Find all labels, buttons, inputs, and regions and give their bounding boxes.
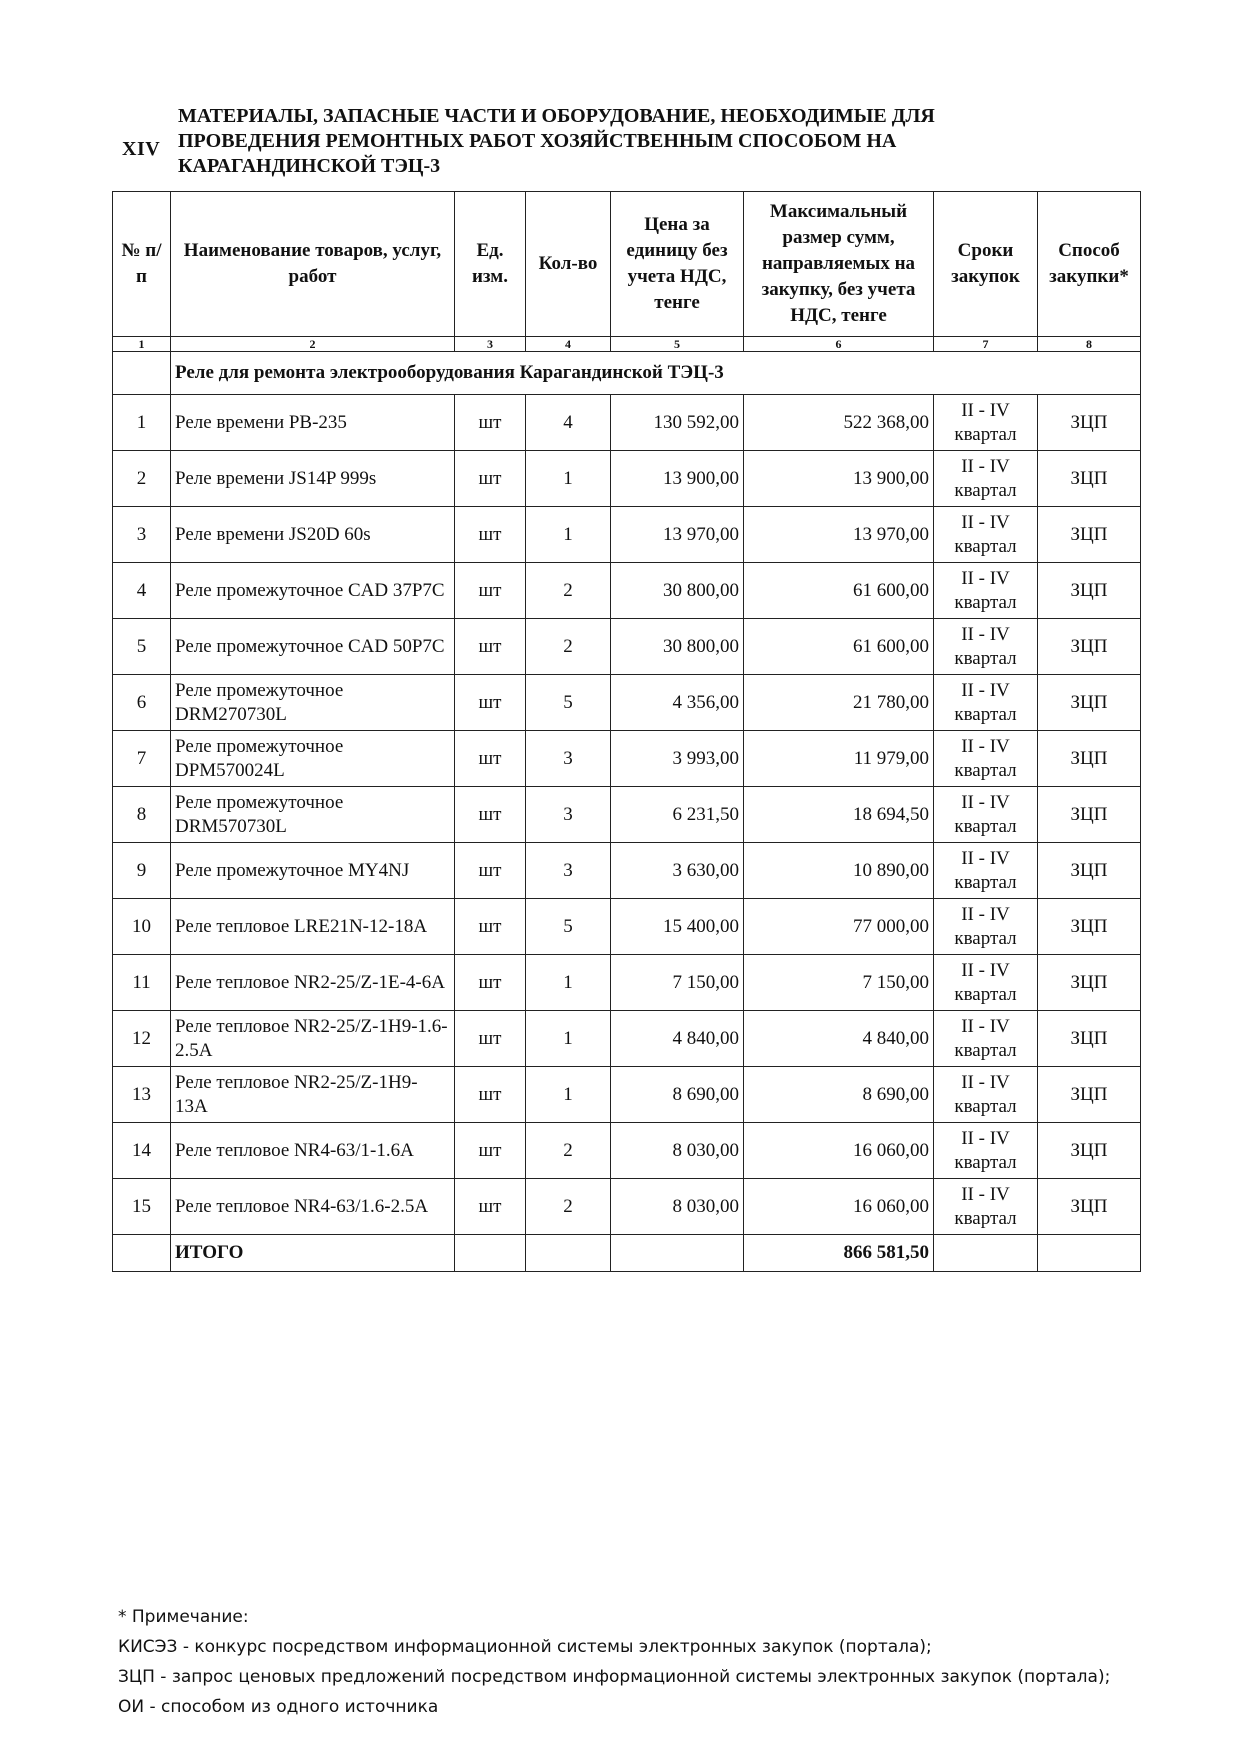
- table-body: [113, 352, 1141, 1235]
- table-row: [113, 955, 1141, 1011]
- unit-price: 7 150,00: [611, 955, 744, 1011]
- footnote-line: ОИ - способом из одного источника: [118, 1697, 439, 1717]
- procurement-period: II - IV квартал: [934, 955, 1038, 1011]
- procurement-period: II - IV квартал: [934, 619, 1038, 675]
- table-row: [113, 787, 1141, 843]
- header-row: [113, 192, 1141, 337]
- unit-price: 15 400,00: [611, 899, 744, 955]
- item-name: Реле времени JS14P 999s: [171, 451, 455, 507]
- column-number-row: [113, 337, 1141, 352]
- unit: шт: [455, 507, 526, 563]
- procurement-period: II - IV квартал: [934, 1067, 1038, 1123]
- procurement-table: [112, 191, 1141, 1272]
- row-number: 2: [113, 451, 171, 507]
- max-amount: 7 150,00: [744, 955, 934, 1011]
- procurement-method: ЗЦП: [1038, 619, 1141, 675]
- item-name: Реле тепловое NR2-25/Z-1H9-1.6-2.5A: [171, 1011, 455, 1067]
- quantity: 4: [526, 395, 611, 451]
- section-title: МАТЕРИАЛЫ, ЗАПАСНЫЕ ЧАСТИ И ОБОРУДОВАНИЕ, НЕОБХОДИМЫЕ ДЛЯ ПРОВЕДЕНИЯ РЕМОНТНЫХ РАБОТ ХОЗЯЙСТВЕННЫМ СПОСОБОМ НА КАРАГАНДИНСКОЙ ТЭЦ-3: [178, 105, 935, 177]
- unit: шт: [455, 451, 526, 507]
- procurement-period: II - IV квартал: [934, 395, 1038, 451]
- item-name: Реле промежуточное MY4NJ: [171, 843, 455, 899]
- procurement-method: ЗЦП: [1038, 1067, 1141, 1123]
- procurement-method: ЗЦП: [1038, 899, 1141, 955]
- item-name: Реле тепловое NR2-25/Z-1H9-13A: [171, 1067, 455, 1123]
- procurement-method: ЗЦП: [1038, 843, 1141, 899]
- total-cell-empty: [455, 1235, 526, 1272]
- row-number: 15: [113, 1179, 171, 1235]
- unit: шт: [455, 955, 526, 1011]
- unit-price: 30 800,00: [611, 619, 744, 675]
- unit: шт: [455, 1011, 526, 1067]
- max-amount: 8 690,00: [744, 1067, 934, 1123]
- quantity: 3: [526, 843, 611, 899]
- unit-price: 8 030,00: [611, 1179, 744, 1235]
- header-cell: Способ закупки*: [1038, 192, 1141, 337]
- unit-price: 13 900,00: [611, 451, 744, 507]
- row-number: 13: [113, 1067, 171, 1123]
- max-amount: 13 970,00: [744, 507, 934, 563]
- quantity: 1: [526, 1067, 611, 1123]
- total-cell-empty: [934, 1235, 1038, 1272]
- procurement-period: II - IV квартал: [934, 563, 1038, 619]
- column-number: 3: [455, 337, 526, 352]
- procurement-period: II - IV квартал: [934, 1179, 1038, 1235]
- max-amount: 522 368,00: [744, 395, 934, 451]
- group-cell-empty: [113, 352, 171, 395]
- unit: шт: [455, 1123, 526, 1179]
- row-number: 14: [113, 1123, 171, 1179]
- procurement-method: ЗЦП: [1038, 955, 1141, 1011]
- table-row: [113, 1179, 1141, 1235]
- column-number: 7: [934, 337, 1038, 352]
- quantity: 2: [526, 619, 611, 675]
- item-name: Реле тепловое NR2-25/Z-1E-4-6A: [171, 955, 455, 1011]
- unit-price: 6 231,50: [611, 787, 744, 843]
- max-amount: 11 979,00: [744, 731, 934, 787]
- quantity: 2: [526, 1179, 611, 1235]
- procurement-period: II - IV квартал: [934, 843, 1038, 899]
- quantity: 3: [526, 787, 611, 843]
- footnote-line: ЗЦП - запрос ценовых предложений посредством информационной системы электронных закупок (портала);: [118, 1667, 1111, 1687]
- total-row: [113, 1235, 1141, 1272]
- table-row: [113, 1067, 1141, 1123]
- max-amount: 21 780,00: [744, 675, 934, 731]
- footnote-heading: * Примечание:: [118, 1607, 249, 1627]
- unit-price: 8 030,00: [611, 1123, 744, 1179]
- row-number: 6: [113, 675, 171, 731]
- item-name: Реле тепловое LRE21N-12-18A: [171, 899, 455, 955]
- quantity: 5: [526, 899, 611, 955]
- row-number: 12: [113, 1011, 171, 1067]
- max-amount: 61 600,00: [744, 563, 934, 619]
- procurement-period: II - IV квартал: [934, 675, 1038, 731]
- table-row: [113, 507, 1141, 563]
- procurement-method: ЗЦП: [1038, 1123, 1141, 1179]
- procurement-method: ЗЦП: [1038, 1011, 1141, 1067]
- quantity: 2: [526, 1123, 611, 1179]
- column-number: 2: [171, 337, 455, 352]
- row-number: 9: [113, 843, 171, 899]
- procurement-period: II - IV квартал: [934, 899, 1038, 955]
- max-amount: 18 694,50: [744, 787, 934, 843]
- table-row: [113, 899, 1141, 955]
- procurement-method: ЗЦП: [1038, 787, 1141, 843]
- footnote-line: КИСЭЗ - конкурс посредством информационной системы электронных закупок (портала);: [118, 1637, 932, 1657]
- header-cell: Ед. изм.: [455, 192, 526, 337]
- row-number: 8: [113, 787, 171, 843]
- footnote: [118, 1602, 1218, 1722]
- total-value: 866 581,50: [744, 1235, 934, 1272]
- unit-price: 3 993,00: [611, 731, 744, 787]
- unit: шт: [455, 619, 526, 675]
- max-amount: 16 060,00: [744, 1123, 934, 1179]
- procurement-period: II - IV квартал: [934, 787, 1038, 843]
- item-name: Реле времени РВ-235: [171, 395, 455, 451]
- max-amount: 61 600,00: [744, 619, 934, 675]
- item-name: Реле промежуточное DRM270730L: [171, 675, 455, 731]
- item-name: Реле тепловое NR4-63/1.6-2.5A: [171, 1179, 455, 1235]
- header-cell: Наименование товаров, услуг, работ: [171, 192, 455, 337]
- unit: шт: [455, 563, 526, 619]
- row-number: 3: [113, 507, 171, 563]
- column-number: 8: [1038, 337, 1141, 352]
- item-name: Реле тепловое NR4-63/1-1.6A: [171, 1123, 455, 1179]
- header-cell: Сроки закупок: [934, 192, 1038, 337]
- unit: шт: [455, 787, 526, 843]
- row-number: 1: [113, 395, 171, 451]
- total-label: ИТОГО: [171, 1235, 455, 1272]
- quantity: 1: [526, 955, 611, 1011]
- table-row: [113, 619, 1141, 675]
- unit-price: 4 356,00: [611, 675, 744, 731]
- row-number: 7: [113, 731, 171, 787]
- total-cell-empty: [113, 1235, 171, 1272]
- section-number: XIV: [122, 138, 161, 160]
- column-number: 6: [744, 337, 934, 352]
- procurement-period: II - IV квартал: [934, 451, 1038, 507]
- header-cell: № п/п: [113, 192, 171, 337]
- procurement-period: II - IV квартал: [934, 507, 1038, 563]
- table-row: [113, 563, 1141, 619]
- procurement-period: II - IV квартал: [934, 1011, 1038, 1067]
- max-amount: 4 840,00: [744, 1011, 934, 1067]
- table-row: [113, 843, 1141, 899]
- quantity: 1: [526, 451, 611, 507]
- total-cell-empty: [611, 1235, 744, 1272]
- procurement-method: ЗЦП: [1038, 451, 1141, 507]
- row-number: 5: [113, 619, 171, 675]
- quantity: 1: [526, 1011, 611, 1067]
- procurement-method: ЗЦП: [1038, 395, 1141, 451]
- unit: шт: [455, 395, 526, 451]
- table-row: [113, 395, 1141, 451]
- procurement-method: ЗЦП: [1038, 507, 1141, 563]
- group-row: [113, 352, 1141, 395]
- header-cell: Кол-во: [526, 192, 611, 337]
- quantity: 5: [526, 675, 611, 731]
- item-name: Реле промежуточное DPM570024L: [171, 731, 455, 787]
- unit-price: 30 800,00: [611, 563, 744, 619]
- table-row: [113, 1011, 1141, 1067]
- item-name: Реле времени JS20D 60s: [171, 507, 455, 563]
- table-row: [113, 1123, 1141, 1179]
- total-cell-empty: [1038, 1235, 1141, 1272]
- quantity: 3: [526, 731, 611, 787]
- column-number: 4: [526, 337, 611, 352]
- item-name: Реле промежуточное DRM570730L: [171, 787, 455, 843]
- quantity: 2: [526, 563, 611, 619]
- item-name: Реле промежуточное CAD 37P7C: [171, 563, 455, 619]
- procurement-method: ЗЦП: [1038, 1179, 1141, 1235]
- header-cell: Цена за единицу без учета НДС, тенге: [611, 192, 744, 337]
- quantity: 1: [526, 507, 611, 563]
- table-row: [113, 731, 1141, 787]
- max-amount: 16 060,00: [744, 1179, 934, 1235]
- unit: шт: [455, 731, 526, 787]
- total-cell-empty: [526, 1235, 611, 1272]
- max-amount: 13 900,00: [744, 451, 934, 507]
- table-row: [113, 451, 1141, 507]
- procurement-period: II - IV квартал: [934, 731, 1038, 787]
- procurement-period: II - IV квартал: [934, 1123, 1038, 1179]
- header-cell: Максимальный размер сумм, направляемых на закупку, без учета НДС, тенге: [744, 192, 934, 337]
- max-amount: 10 890,00: [744, 843, 934, 899]
- row-number: 10: [113, 899, 171, 955]
- unit-price: 4 840,00: [611, 1011, 744, 1067]
- unit: шт: [455, 675, 526, 731]
- group-title: Реле для ремонта электрооборудования Карагандинской ТЭЦ-3: [171, 352, 1141, 395]
- unit: шт: [455, 899, 526, 955]
- row-number: 4: [113, 563, 171, 619]
- procurement-method: ЗЦП: [1038, 675, 1141, 731]
- procurement-method: ЗЦП: [1038, 563, 1141, 619]
- table-row: [113, 675, 1141, 731]
- unit: шт: [455, 1179, 526, 1235]
- column-number: 1: [113, 337, 171, 352]
- unit-price: 130 592,00: [611, 395, 744, 451]
- max-amount: 77 000,00: [744, 899, 934, 955]
- column-number: 5: [611, 337, 744, 352]
- unit-price: 3 630,00: [611, 843, 744, 899]
- procurement-method: ЗЦП: [1038, 731, 1141, 787]
- unit: шт: [455, 1067, 526, 1123]
- row-number: 11: [113, 955, 171, 1011]
- item-name: Реле промежуточное CAD 50P7C: [171, 619, 455, 675]
- unit-price: 13 970,00: [611, 507, 744, 563]
- unit: шт: [455, 843, 526, 899]
- unit-price: 8 690,00: [611, 1067, 744, 1123]
